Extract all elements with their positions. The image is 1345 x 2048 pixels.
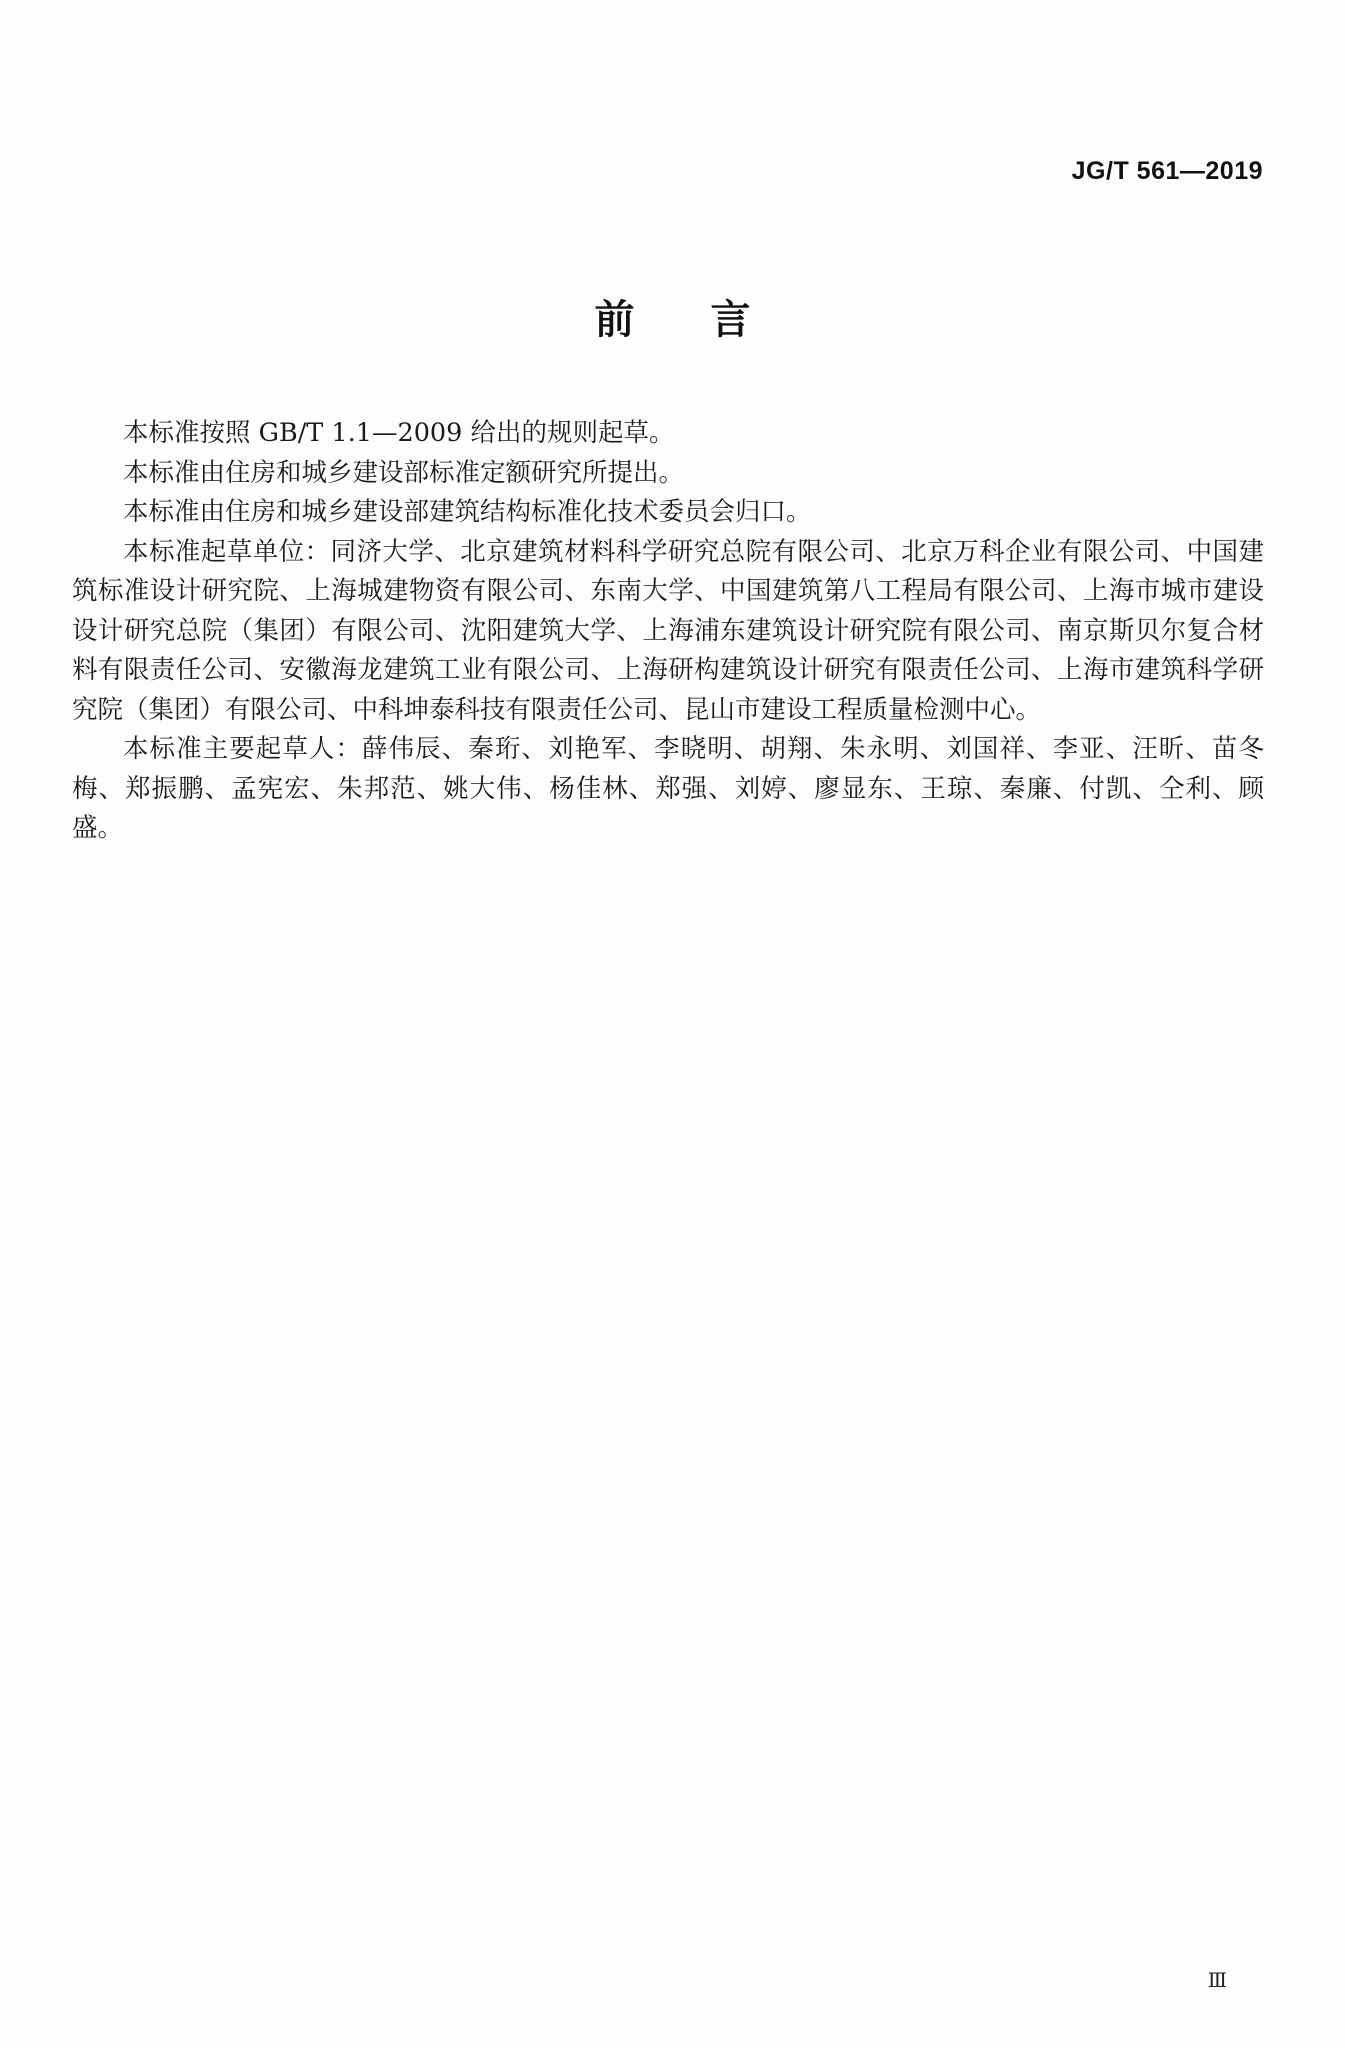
paragraph-proposer: 本标准由住房和城乡建设部标准定额研究所提出。 [123,457,685,488]
page-title: 前言 [594,297,827,343]
paragraph-drafting-organizations: 本标准起草单位：同济大学、北京建筑材料科学研究总院有限公司、北京万科企业有限公司、中国建筑标准设计研究院、上海城建物资有限公司、东南大学、中国建筑第八工程局有限公司、上海市城市建设设计研究总院（集团）有限公司、沈阳建筑大学、上海浦东建筑设计研究院有限公司、南京斯贝尔复合材料有限责任公司、安徽海龙建筑工业有限公司、上海研构建筑设计研究有限责任公司、上海市建筑科学研究院（集团）有限公司、中科坤泰科技有限责任公司、昆山市建设工程质量检测中心。 [72,536,1264,725]
page-number: Ⅲ [1207,1968,1227,1992]
paragraph-drafters: 本标准主要起草人：薛伟辰、秦珩、刘艳军、李晓明、胡翔、朱永明、刘国祥、李亚、汪昕、苗冬梅、郑振鹏、孟宪宏、朱邦范、姚大伟、杨佳林、郑强、刘婷、廖显东、王琼、秦廉、付凯、仝利、顾盛。 [72,734,1264,843]
standard-code: JG/T 561—2019 [1071,157,1263,185]
paragraph-administrator: 本标准由住房和城乡建设部建筑结构标准化技术委员会归口。 [123,497,812,527]
foreword-body [72,414,1264,849]
paragraph-drafting-rules: 本标准按照 GB/T 1.1—2009 给出的规则起草。 [123,418,675,448]
